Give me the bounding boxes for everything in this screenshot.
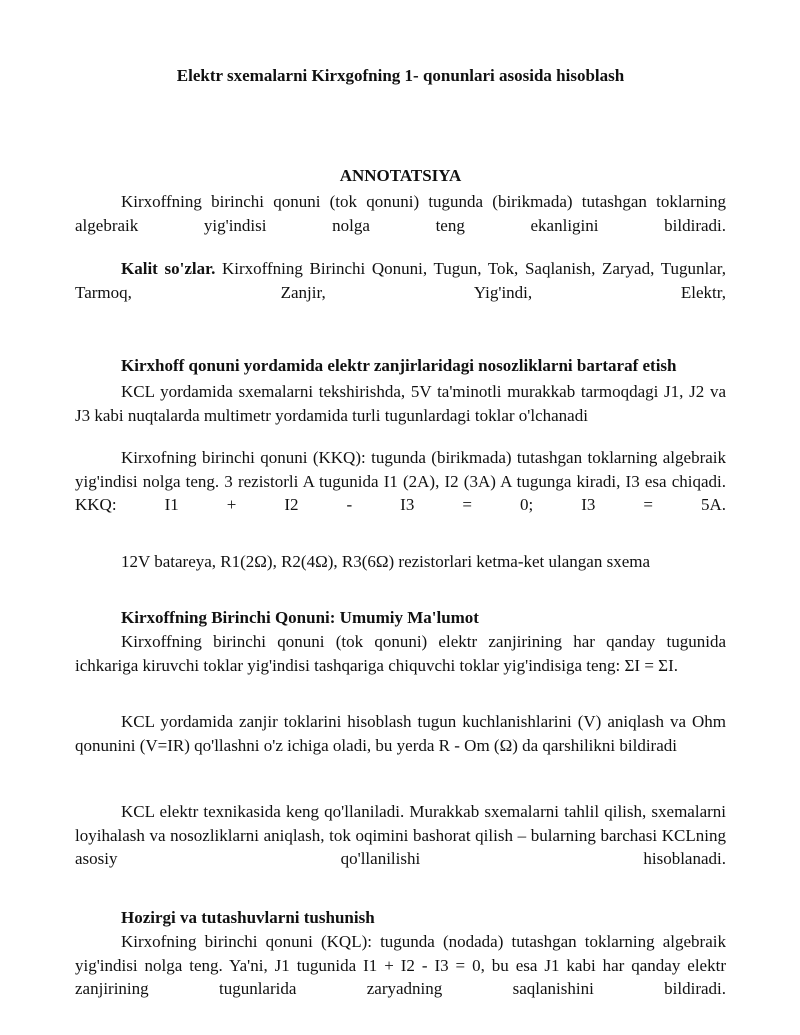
section2-paragraph-3: KCL elektr texnikasida keng qo'llaniladi. Murakkab sxemalarni tahlil qilish, sxemalarni loyihalash va nosozliklarni aniqlash, tok oqimini bashorat qilish – bularning barchasi KCLning asosiy qo'llanilishi hisoblanadi. <box>75 802 726 868</box>
section2-paragraph-1: Kirxoffning birinchi qonuni (tok qonuni) elektr zanjirining har qanday tugunida ichkariga kiruvchi toklar yig'indisi tashqariga chiquvchi toklar yig'indisiga teng: ΣI = ΣI. <box>75 632 726 675</box>
section1-paragraph-3: 12V batareya, R1(2Ω), R2(4Ω), R3(6Ω) rezistorlari ketma-ket ulangan sxema <box>121 552 651 571</box>
annotation-paragraph: Kirxoffning birinchi qonuni (tok qonuni) tugunda (birikmada) tutashgan toklarning algebraik yig'indisi nolga teng ekanligini bildiradi. <box>75 192 726 235</box>
section1-paragraph-1: KCL yordamida sxemalarni tekshirishda, 5V ta'minotli murakkab tarmoqdagi J1, J2 va J3 kabi nuqtalarda multimetr yordamida turli tugunlardagi toklar o'lchanadi <box>75 382 726 425</box>
keywords-label: Kalit so'zlar. <box>121 259 216 278</box>
section1-heading: Kirxhoff qonuni yordamida elektr zanjirlaridagi nosozliklarni bartaraf etish <box>121 356 677 375</box>
keywords-list: Kirxoffning Birinchi Qonuni, Tugun, Tok, Saqlanish, Zaryad, Tugunlar, Tarmoq, Zanjir, Yig'indi, Elektr, <box>75 259 726 302</box>
annotation-heading: ANNOTATSIYA <box>339 166 462 185</box>
section3-paragraph-1: Kirxofning birinchi qonuni (KQL): tugunda (nodada) tutashgan toklarning algebraik yig'indisi nolga teng. Ya'ni, J1 tugunida I1 + I2 - I3 = 0, bu esa J1 kabi har qanday elektr zanjirining tugunlarida zaryadning saqlanishini bildiradi. <box>75 932 726 998</box>
document-title: Elektr sxemalarni Kirxgofning 1- qonunlari asosida hisoblash <box>176 66 625 85</box>
keywords-paragraph <box>75 257 726 304</box>
section2-paragraph-2: KCL yordamida zanjir toklarini hisoblash tugun kuchlanishlarini (V) aniqlash va Ohm qonunini (V=IR) qo'llashni o'z ichiga oladi, bu yerda R - Om (Ω) da qarshilikni bildiradi <box>75 712 726 755</box>
section3-heading: Hozirgi va tutashuvlarni tushunish <box>121 908 375 927</box>
section2-heading: Kirxoffning Birinchi Qonuni: Umumiy Ma'lumot <box>121 608 479 627</box>
section1-paragraph-2: Kirxofning birinchi qonuni (KKQ): tugunda (birikmada) tutashgan toklarning algebraik yig'indisi nolga teng. 3 rezistorli A tugunida I1 (2A), I2 (3A) A tugunga kiradi, I3 esa chiqadi. KKQ: I1 + I2 - I3 = 0; I3 = 5A. <box>75 448 726 514</box>
